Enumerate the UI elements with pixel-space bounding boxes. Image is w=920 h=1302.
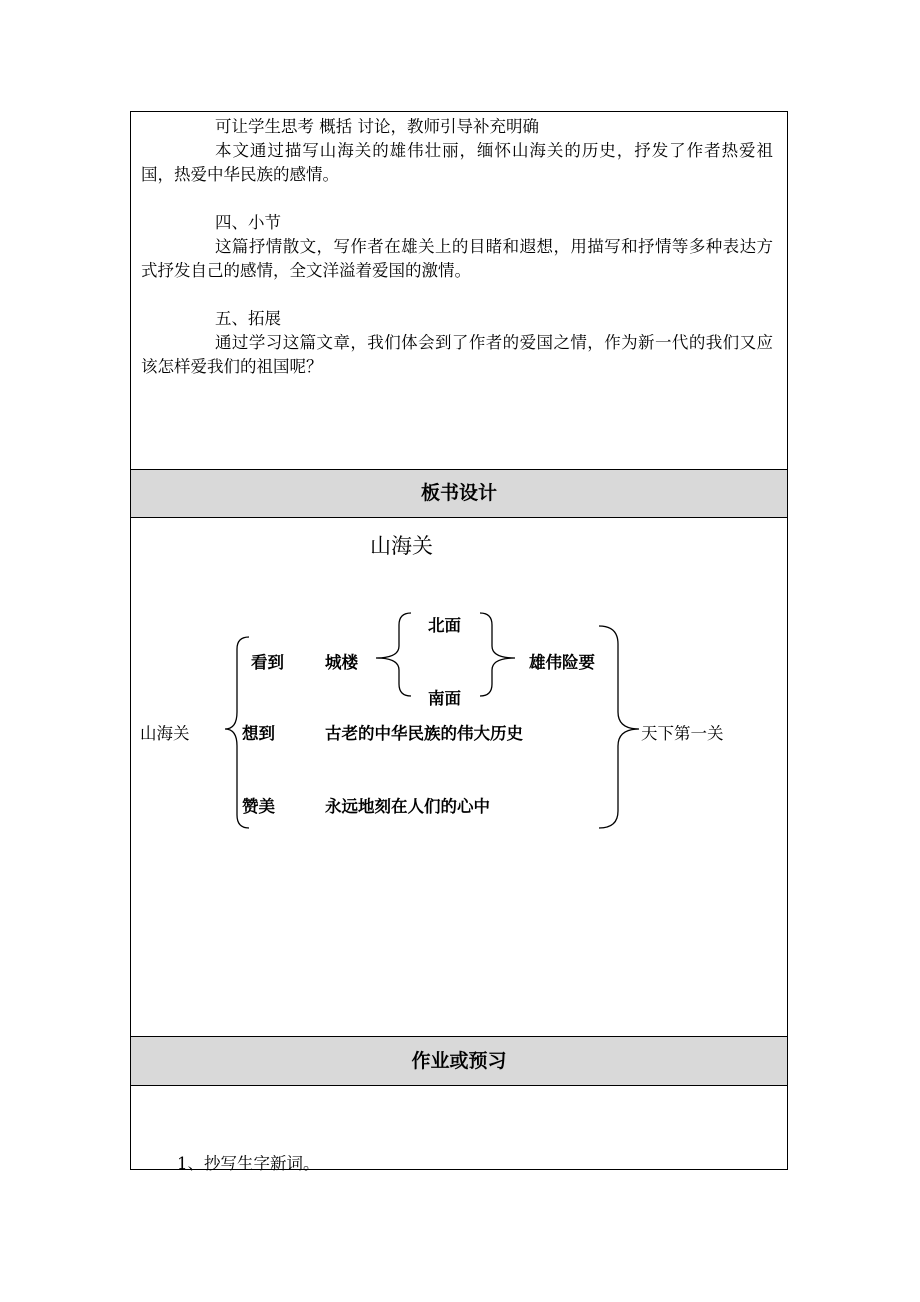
left-brace-small <box>376 613 411 696</box>
section4-body: 这篇抒情散文，写作者在雄关上的目睹和遐想，用描写和抒情等多种表达方式抒发自己的感情，全文洋溢着爱国的激情。 <box>141 237 773 280</box>
board-design-header: 板书设计 <box>131 470 787 517</box>
south-label: 南面 <box>428 689 461 708</box>
discussion-line: 可让学生思考 概括 讨论，教师引导补充明确 <box>215 117 539 136</box>
right-brace-small <box>480 613 515 696</box>
right-brace-main <box>599 626 639 828</box>
left-brace-main <box>225 637 249 828</box>
root-label: 山海关 <box>140 724 190 743</box>
conclusion-label: 天下第一关 <box>641 724 724 743</box>
divider <box>131 1085 787 1086</box>
homework-header: 作业或预习 <box>131 1037 787 1085</box>
branch-praise: 赞美 <box>242 797 275 816</box>
summary-paragraph: 本文通过描写山海关的雄伟壮丽，缅怀山海关的历史，抒发了作者热爱祖国，热爱中华民族的感情。 <box>141 141 773 184</box>
section5-body: 通过学习这篇文章，我们体会到了作者的爱国之情，作为新一代的我们又应该怎样爱我们的祖国呢？ <box>141 333 773 376</box>
history-label: 古老的中华民族的伟大历史 <box>325 724 523 743</box>
city-tower-label: 城楼 <box>325 653 358 672</box>
section5-title: 五、拓展 <box>215 309 281 328</box>
forever-label: 永远地刻在人们的心中 <box>325 797 490 816</box>
lesson-plan-table <box>130 111 788 1173</box>
board-title: 山海关 <box>370 534 433 558</box>
branch-see: 看到 <box>251 653 284 672</box>
north-label: 北面 <box>428 616 461 635</box>
brace-lines <box>131 112 787 1169</box>
majestic-label: 雄伟险要 <box>529 653 595 672</box>
section4-title: 四、小节 <box>215 213 281 232</box>
homework-item-1: 1、抄写生字新词。 <box>177 1154 320 1173</box>
branch-think: 想到 <box>242 724 275 743</box>
